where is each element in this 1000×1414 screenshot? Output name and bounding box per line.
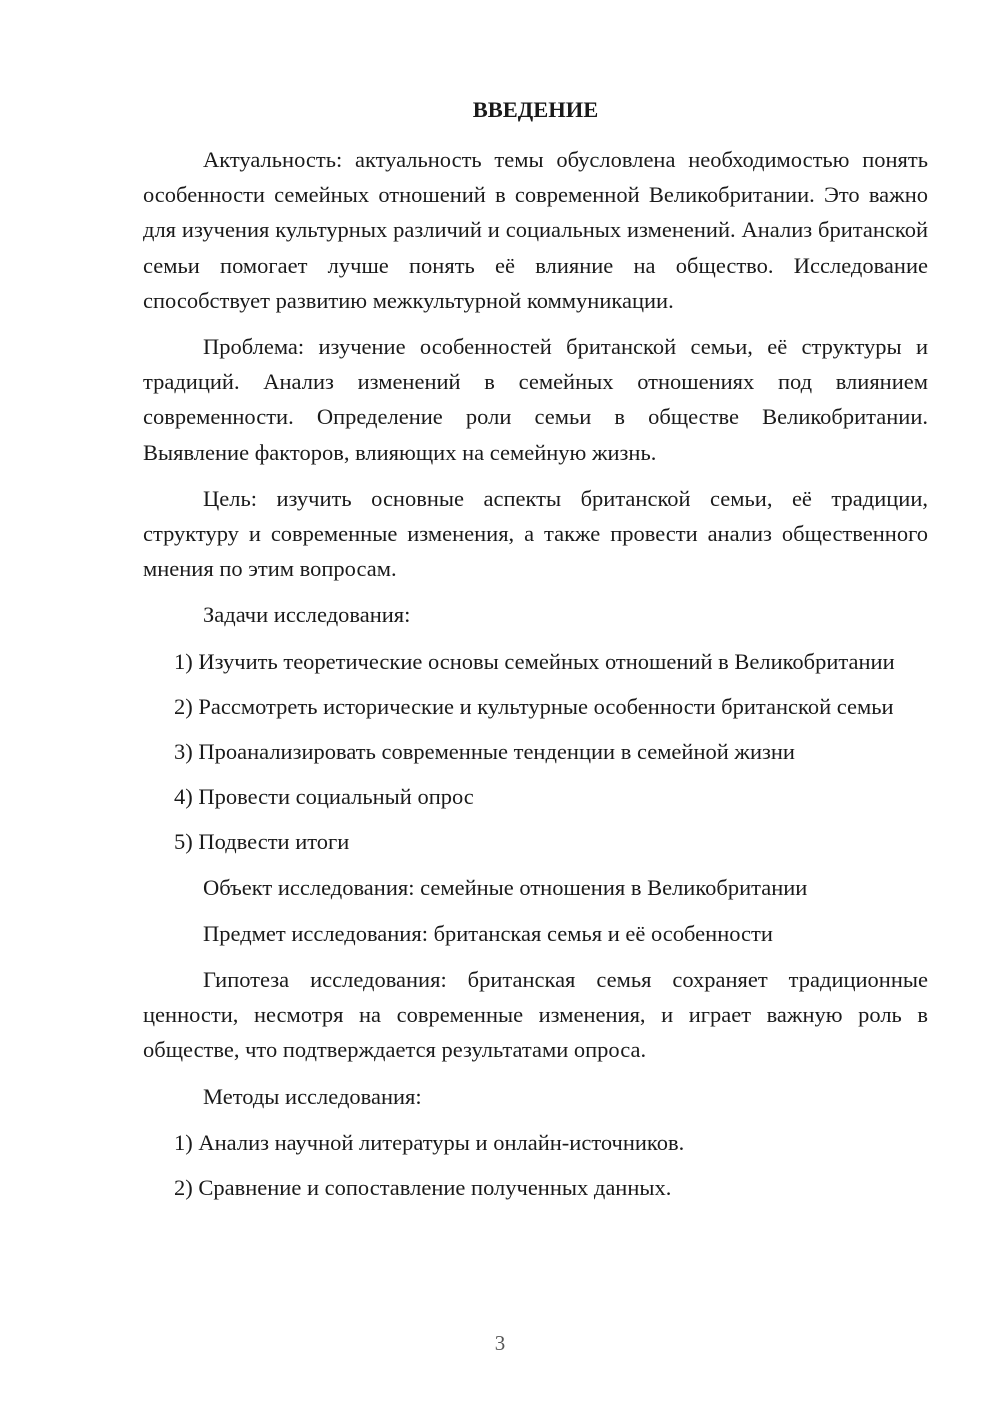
object-paragraph: Объект исследования: семейные отношения в Великобритании [203, 874, 808, 900]
problem-paragraph: Проблема: изучение особенностей британской семьи, её структуры и традиций. Анализ изменений в семейных отношениях под влиянием современности. Определение роли семьи в обществе Великобритании. Выявление факторов, влияющих на семейную жизнь. [143, 334, 928, 465]
task-item-4: 4) Провести социальный опрос [174, 784, 474, 810]
page-number: 3 [494, 1331, 506, 1355]
method-item-1: 1) Анализ научной литературы и онлайн-источников. [174, 1129, 685, 1155]
method-item-2: 2) Сравнение и сопоставление полученных данных. [174, 1175, 672, 1201]
goal-paragraph: Цель: изучить основные аспекты британской семьи, её традиции, структуру и современные изменения, а также провести анализ общественного мнения по этим вопросам. [143, 485, 928, 582]
task-item-2: 2) Рассмотреть исторические и культурные особенности британской семьи [174, 693, 894, 719]
document-page [143, 92, 928, 1215]
hypothesis-paragraph: Гипотеза исследования: британская семья сохраняет традиционные ценности, несмотря на современные изменения, и играет важную роль в обществе, что подтверждается результатами опроса. [143, 967, 928, 1063]
tasks-heading: Задачи исследования: [203, 602, 411, 628]
task-item-1: 1) Изучить теоретические основы семейных отношений в Великобритании [174, 648, 895, 674]
methods-heading: Методы исследования: [203, 1083, 422, 1109]
task-item-5: 5) Подвести итоги [174, 829, 350, 855]
task-item-3: 3) Проанализировать современные тенденции в семейной жизни [174, 739, 795, 765]
page-title: ВВЕДЕНИЕ [472, 97, 599, 122]
subject-paragraph: Предмет исследования: британская семья и её особенности [203, 920, 773, 946]
relevance-paragraph: Актуальность: актуальность темы обусловлена необходимостью понять особенности семейных отношений в современной Великобритании. Это важно для изучения культурных различий и социальных изменений. Анализ британской семьи помогает лучше понять её влияние на общество. Исследование способствует развитию межкультурной коммуникации. [143, 147, 928, 313]
